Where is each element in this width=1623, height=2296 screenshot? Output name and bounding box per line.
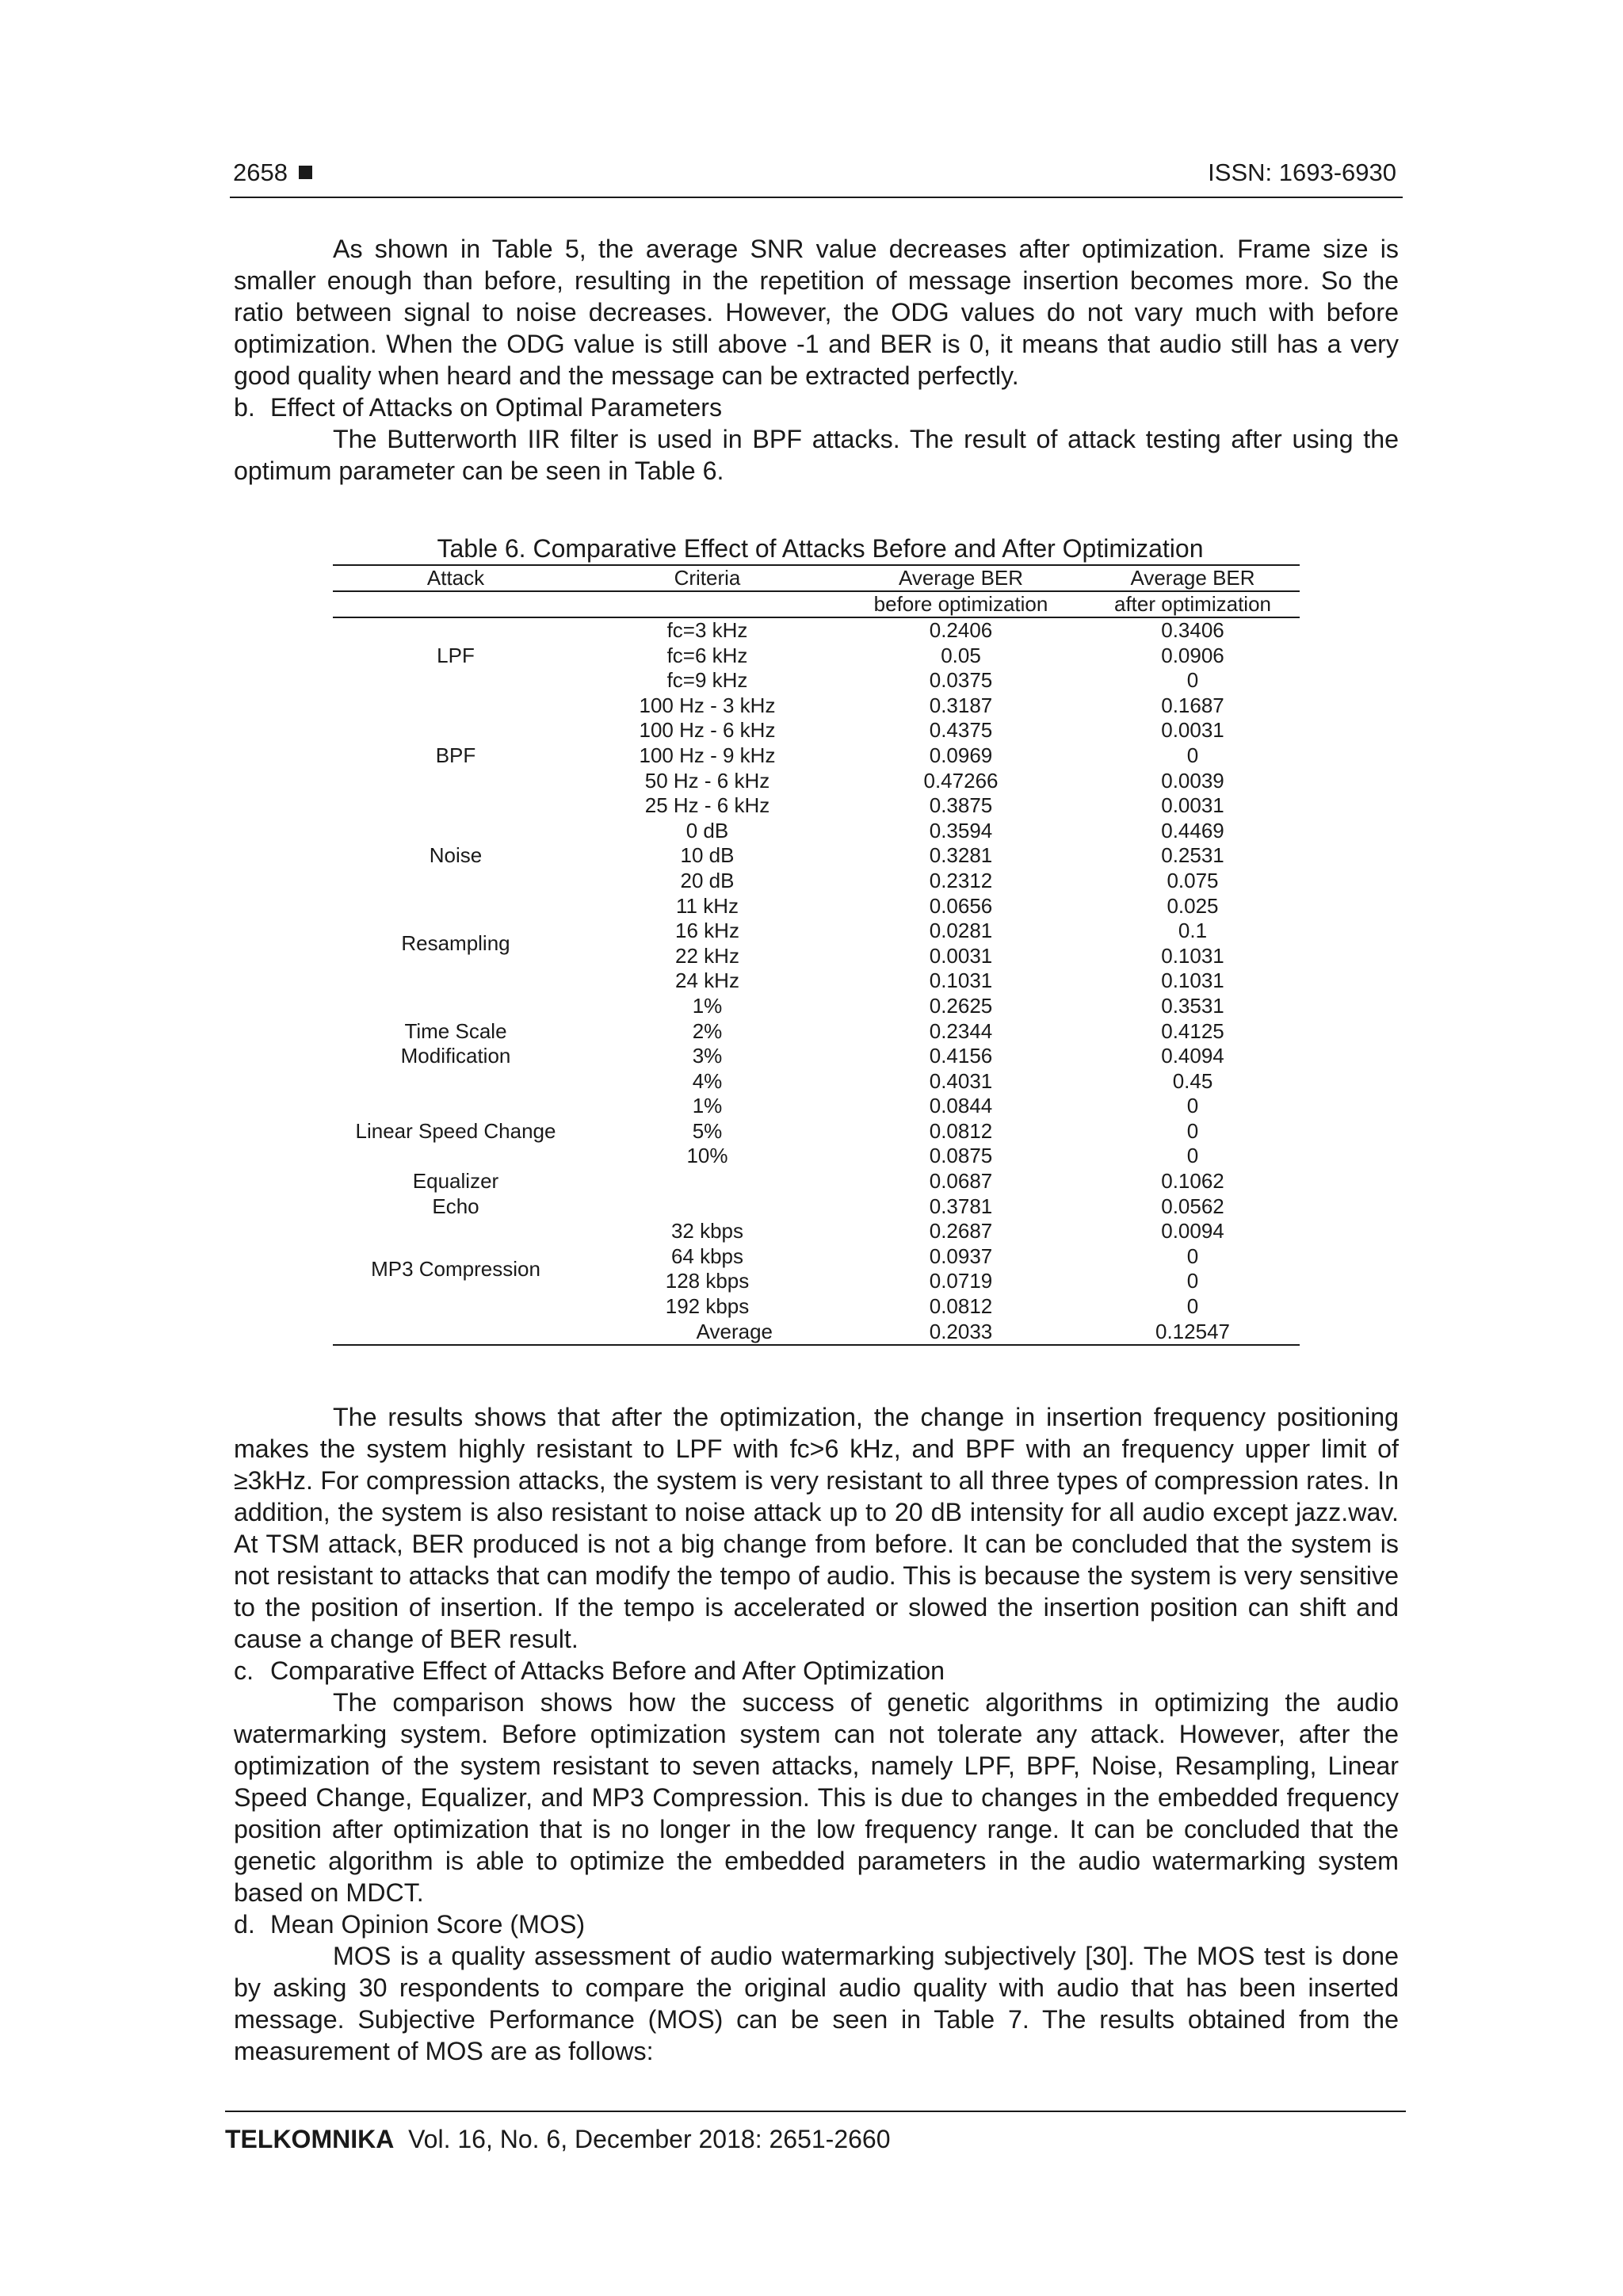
cell-criteria: 25 Hz - 6 kHz — [644, 793, 770, 818]
square-bullet-icon — [299, 166, 312, 179]
cell-ber-after: 0.3531 — [1161, 993, 1224, 1018]
table-row — [333, 617, 1300, 644]
cell-ber-after: 0 — [1186, 1269, 1199, 1293]
cell-criteria: 128 kbps — [665, 1269, 750, 1293]
cell-criteria: 16 kHz — [675, 919, 739, 943]
page-footer — [225, 2111, 1406, 2154]
subsection-d-heading — [234, 1908, 1399, 1940]
subsection-b-heading — [234, 392, 1399, 423]
cell-ber-before: 0.0031 — [929, 943, 993, 968]
cell-attack: Linear Speed Change — [355, 1118, 556, 1143]
cell-average-before: 0.2033 — [929, 1319, 993, 1343]
table-row-average — [333, 1320, 1300, 1346]
cell-ber-before: 0.0375 — [929, 668, 993, 693]
cell-ber-before: 0.2625 — [929, 993, 993, 1018]
cell-ber-before: 0.2312 — [929, 868, 993, 892]
cell-criteria: 2% — [692, 1018, 723, 1043]
cell-criteria: 5% — [692, 1118, 723, 1143]
header-criteria: Criteria — [674, 566, 741, 590]
subsection-letter: b. — [234, 393, 255, 422]
cell-criteria: 100 Hz - 9 kHz — [639, 743, 776, 767]
paragraph-snr: As shown in Table 5, the average SNR value decreases after optimization. Frame size is smaller enough than before, resulting in the repetition of message insertion becomes more. So the ratio between signal to noise decreases. However, the ODG values do not vary much with before optimization. When the ODG value is still above -1 and BER is 0, it means that audio still has a very good quality when heard and the message can be extracted perfectly. — [234, 235, 1399, 390]
cell-ber-after: 0.075 — [1167, 868, 1219, 892]
cell-criteria: 100 Hz - 3 kHz — [639, 693, 776, 717]
cell-criteria: 10 dB — [680, 843, 735, 868]
cell-criteria: 3% — [692, 1044, 723, 1068]
table-row — [333, 994, 1300, 1019]
header-before-line1: Average BER — [898, 566, 1024, 590]
attack-line-1: Time Scale — [404, 1018, 507, 1043]
cell-ber-after: 0.4125 — [1161, 1018, 1224, 1043]
table-row — [333, 1094, 1300, 1119]
cell-ber-before: 0.3875 — [929, 793, 993, 818]
table-row — [333, 1169, 1300, 1194]
cell-ber-before: 0.05 — [941, 643, 981, 667]
cell-attack: Noise — [429, 843, 483, 868]
cell-ber-before: 0.0812 — [929, 1118, 993, 1143]
cell-criteria: 50 Hz - 6 kHz — [644, 768, 770, 793]
header-after-line2: after optimization — [1114, 592, 1271, 616]
cell-criteria: 32 kbps — [670, 1219, 744, 1244]
cell-ber-after: 0.0562 — [1161, 1194, 1224, 1218]
cell-criteria: fc=9 kHz — [666, 668, 748, 693]
cell-criteria: 11 kHz — [676, 893, 739, 918]
cell-ber-after: 0 — [1186, 743, 1199, 767]
cell-ber-after: 0.4469 — [1161, 818, 1224, 842]
cell-ber-before: 0.0687 — [929, 1169, 993, 1194]
header-before-line2: before optimization — [873, 592, 1048, 616]
cell-ber-before: 0.4031 — [929, 1068, 993, 1093]
cell-attack: LPF — [437, 643, 475, 667]
cell-ber-before: 0.0937 — [929, 1244, 993, 1268]
cell-ber-after: 0.2531 — [1161, 843, 1224, 868]
cell-ber-before: 0.1031 — [929, 968, 993, 993]
table-header-row — [333, 565, 1300, 591]
attack-line-2: Modification — [400, 1044, 511, 1068]
cell-criteria: 64 kbps — [670, 1244, 744, 1268]
cell-ber-after: 0.45 — [1172, 1068, 1213, 1093]
cell-criteria: 1% — [692, 993, 723, 1018]
cell-ber-after: 0.1 — [1178, 919, 1208, 943]
table-6 — [333, 533, 1300, 1346]
issn: ISSN: 1693-6930 — [1208, 159, 1396, 186]
cell-ber-after: 0 — [1186, 1144, 1199, 1168]
journal-name: TELKOMNIKA — [225, 2125, 395, 2153]
cell-ber-before: 0.0812 — [929, 1294, 993, 1319]
cell-ber-before: 0.3187 — [929, 693, 993, 717]
journal-citation: Vol. 16, No. 6, December 2018: 2651-2660 — [408, 2125, 891, 2153]
cell-criteria: fc=3 kHz — [666, 618, 748, 642]
paragraph-comparison: The comparison shows how the success of genetic algorithms in optimizing the audio watermarking system. Before optimization system can not tolerate any attack. However, after the optimization of the system resistant to seven attacks, namely LPF, BPF, Noise, Resampling, Linear Speed Change, Equalizer, and MP3 Compression. This is due to changes in the embedded frequency position after optimization that is no longer in the low frequency range. It can be concluded that the genetic algorithm is able to optimize the embedded parameters in the audio watermarking system based on MDCT. — [234, 1688, 1399, 1907]
table-row — [333, 1194, 1300, 1220]
table-row — [333, 894, 1300, 919]
cell-criteria: 10% — [686, 1144, 728, 1168]
cell-attack: BPF — [435, 743, 476, 767]
cell-ber-after: 0 — [1186, 668, 1199, 693]
cell-ber-after: 0 — [1186, 1118, 1199, 1143]
cell-ber-before: 0.0656 — [929, 893, 993, 918]
subsection-c-heading — [234, 1655, 1399, 1687]
table-body — [333, 617, 1300, 1345]
cell-ber-after: 0.1031 — [1161, 943, 1224, 968]
cell-ber-before: 0.0281 — [929, 919, 993, 943]
paragraph-results: The results shows that after the optimization, the change in insertion frequency positioning makes the system highly resistant to LPF with fc>6 kHz, and BPF with an frequency upper limit of ≥3kHz. For compression attacks, the system is very resistant to all three types of compression rates. In addition, the system is also resistant to noise attack up to 20 dB intensity for all audio except jazz.wav. At TSM attack, BER produced is not a big change from before. It can be concluded that the system is not resistant to attacks that can modify the tempo of audio. This is because the system is very sensitive to the position of insertion. If the tempo is accelerated or slowed the insertion position can shift and cause a change of BER result. — [234, 1403, 1399, 1653]
subsection-title: Effect of Attacks on Optimal Parameters — [270, 393, 723, 422]
cell-criteria: 4% — [692, 1068, 723, 1093]
subsection-title: Comparative Effect of Attacks Before and After Optimization — [270, 1656, 945, 1685]
table-row — [333, 819, 1300, 844]
cell-ber-after: 0.0039 — [1161, 768, 1224, 793]
cell-ber-before: 0.47266 — [923, 768, 999, 793]
header-attack: Attack — [426, 566, 485, 590]
cell-ber-after: 0 — [1186, 1294, 1199, 1319]
subsection-letter: c. — [234, 1656, 254, 1685]
table-header-row-2 — [333, 591, 1300, 617]
cell-criteria: 24 kHz — [675, 968, 739, 993]
subsection-letter: d. — [234, 1910, 255, 1939]
cell-ber-before: 0.3781 — [929, 1194, 993, 1218]
header-after-line1: Average BER — [1130, 566, 1255, 590]
cell-ber-after: 0.4094 — [1161, 1044, 1224, 1068]
body-text-top — [234, 233, 1399, 487]
cell-ber-after: 0.1031 — [1161, 968, 1224, 993]
cell-criteria: fc=6 kHz — [666, 643, 748, 667]
cell-ber-before: 0.4375 — [929, 718, 993, 743]
cell-ber-after: 0.1687 — [1161, 693, 1224, 717]
cell-attack — [333, 994, 579, 1094]
cell-attack: Resampling — [401, 930, 510, 955]
cell-criteria: 20 dB — [680, 868, 735, 892]
cell-ber-before: 0.3594 — [929, 818, 993, 842]
cell-ber-after: 0.025 — [1167, 893, 1219, 918]
cell-criteria — [579, 1194, 836, 1220]
cell-ber-before: 0.0969 — [929, 743, 993, 767]
cell-ber-before: 0.0875 — [929, 1144, 993, 1168]
cell-ber-after: 0.0094 — [1161, 1219, 1224, 1244]
paragraph-butterworth: The Butterworth IIR filter is used in BPF attacks. The result of attack testing after using the optimum parameter can be seen in Table 6. — [234, 425, 1399, 485]
cell-ber-after: 0 — [1186, 1094, 1199, 1118]
cell-criteria — [579, 1169, 836, 1194]
cell-ber-before: 0.4156 — [929, 1044, 993, 1068]
cell-ber-before: 0.2344 — [929, 1018, 993, 1043]
cell-ber-after: 0.0031 — [1161, 793, 1224, 818]
table-row — [333, 1219, 1300, 1244]
cell-criteria: 1% — [692, 1094, 723, 1118]
cell-ber-before: 0.0844 — [929, 1094, 993, 1118]
page-header — [230, 155, 1403, 198]
cell-ber-before: 0.2406 — [929, 618, 993, 642]
cell-criteria: 192 kbps — [665, 1294, 750, 1319]
cell-attack: MP3 Compression — [371, 1256, 540, 1281]
cell-attack: Echo — [432, 1194, 479, 1218]
cell-attack: Equalizer — [412, 1169, 499, 1194]
cell-ber-before: 0.2687 — [929, 1219, 993, 1244]
cell-ber-after: 0.0906 — [1161, 643, 1224, 667]
subsection-title: Mean Opinion Score (MOS) — [270, 1910, 586, 1939]
cell-ber-before: 0.0719 — [929, 1269, 993, 1293]
cell-criteria: 22 kHz — [675, 943, 739, 968]
table-row — [333, 693, 1300, 719]
cell-ber-before: 0.3281 — [929, 843, 993, 868]
cell-ber-after: 0 — [1186, 1244, 1199, 1268]
cell-criteria: 100 Hz - 6 kHz — [639, 718, 776, 743]
table-6-grid — [333, 564, 1300, 1346]
cell-ber-after: 0.1062 — [1161, 1169, 1224, 1194]
table-caption: Table 6. Comparative Effect of Attacks Before and After Optimization — [437, 534, 1204, 563]
paragraph-mos: MOS is a quality assessment of audio watermarking subjectively [30]. The MOS test is done by asking 30 respondents to compare the original audio quality with audio that has been inserted message. Subjective Performance (MOS) can be seen in Table 7. The results obtained from the measurement of MOS are as follows: — [234, 1942, 1399, 2065]
cell-ber-after: 0.3406 — [1161, 618, 1224, 642]
cell-average-after: 0.12547 — [1155, 1319, 1230, 1343]
page-number: 2658 — [233, 159, 288, 186]
cell-criteria: 0 dB — [685, 818, 729, 842]
page-number-block — [233, 159, 312, 187]
cell-average-label: Average — [696, 1319, 773, 1343]
cell-ber-after: 0.0031 — [1161, 718, 1224, 743]
body-text-bottom — [234, 1401, 1399, 2067]
